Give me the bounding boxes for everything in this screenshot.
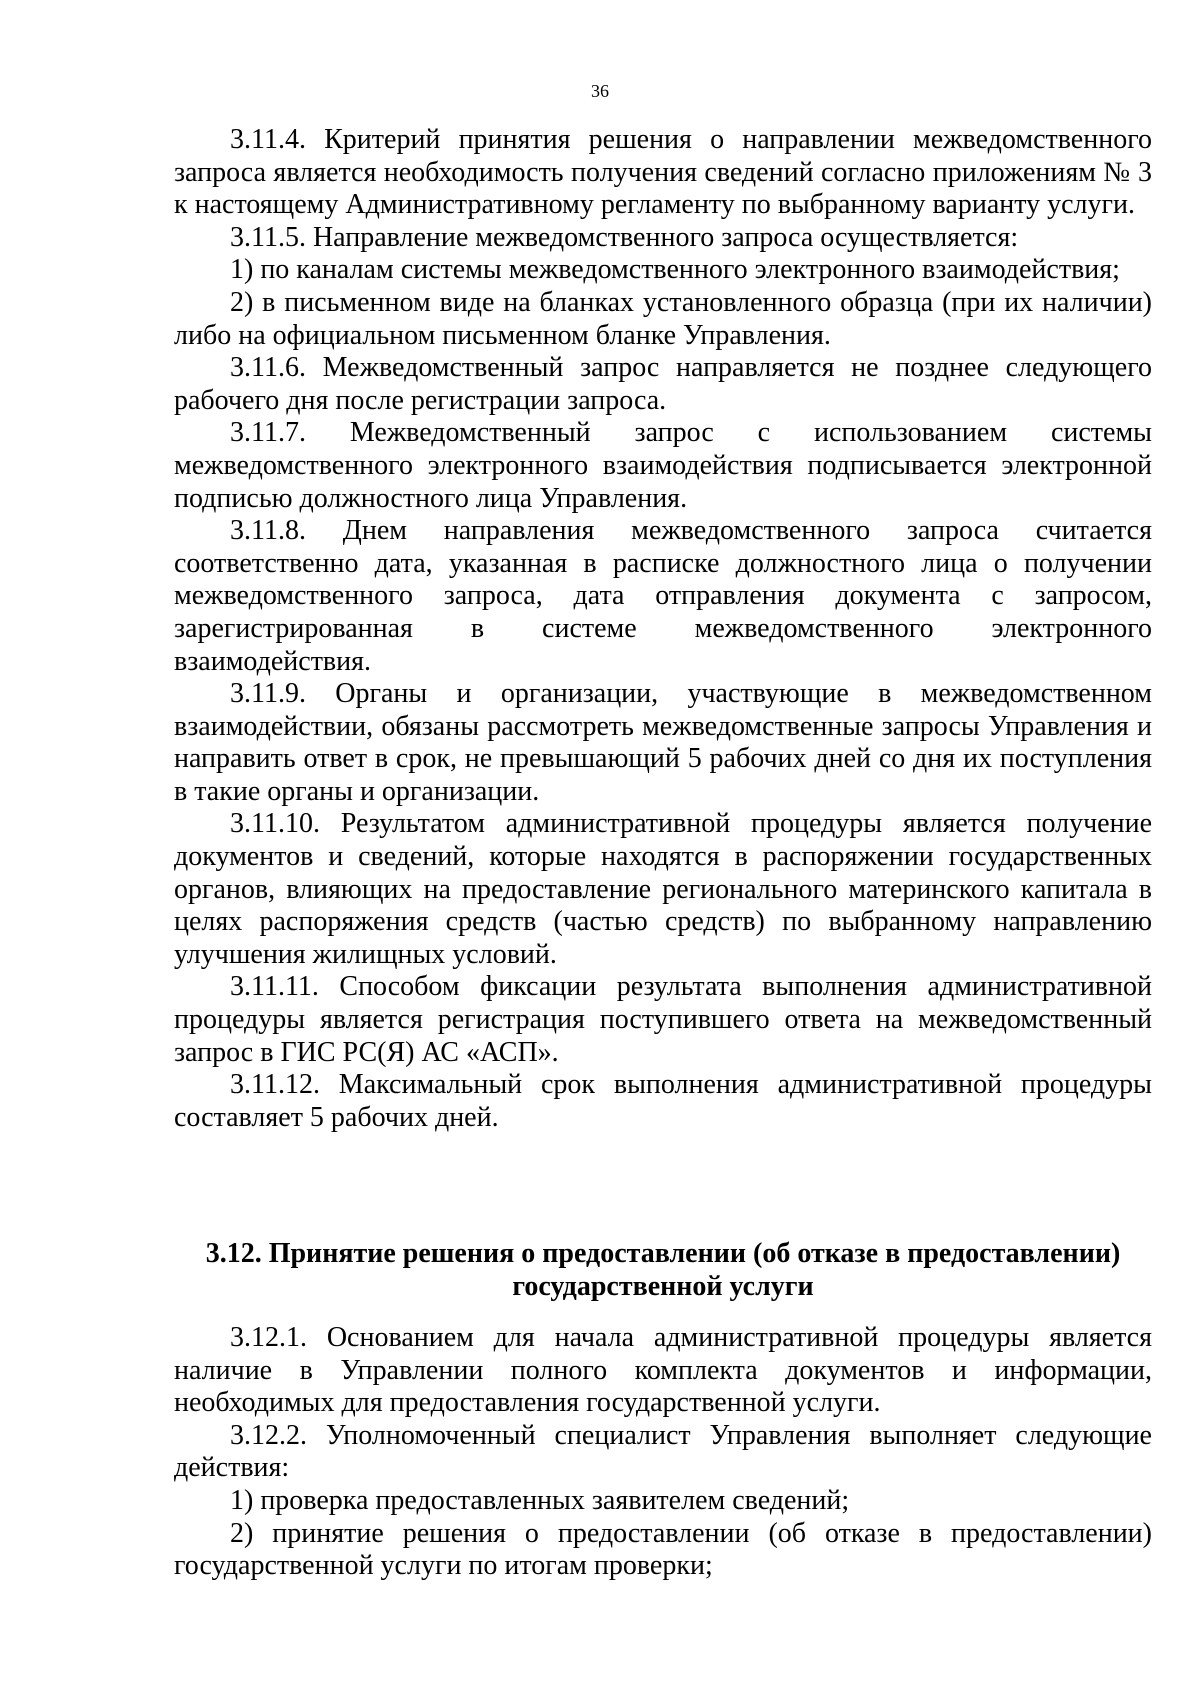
page-number: 36 (591, 81, 609, 101)
heading-line-1: 3.12. Принятие решения о предоставлении (об отказе в предоставлении) (205, 1238, 1121, 1269)
heading-line-2: государственной услуги (512, 1271, 814, 1302)
action-item-1: 1) проверка предоставленных заявителем сведений; (230, 1484, 850, 1516)
action-item-2: 2) принятие решения о предоставлении (об отказе в предоставлении) государственной услуги по итогам проверки; (174, 1517, 1152, 1582)
paragraph-3-12-2: 3.12.2. Уполномоченный специалист Управления выполняет следующие действия: (174, 1419, 1152, 1484)
paragraph-3-11-12: 3.11.12. Максимальный срок выполнения административной процедуры составляет 5 рабочих дней. (174, 1069, 1152, 1133)
paragraph-3-11-8: 3.11.8. Днем направления межведомственного запроса считается соответственно дата, указанная в расписке должностного лица о получении межведомственного запроса, дата отправления документа с запросом, зарегистрированная в системе межведомственного электронного взаимодействия. (174, 515, 1152, 677)
paragraph-3-11-9: 3.11.9. Органы и организации, участвующие в межведомственном взаимодействии, обязаны рассмотреть межведомственные запросы Управления и направить ответ в срок, не превышающий 5 рабочих дней со дня их поступления в такие органы и организации. (174, 678, 1152, 807)
section-3-11-text (174, 124, 1152, 1134)
section-heading-3-12 (174, 1237, 1152, 1303)
section-3-12-text (174, 1322, 1152, 1583)
paragraph-3-11-6: 3.11.6. Межведомственный запрос направляется не позднее следующего рабочего дня после регистрации запроса. (174, 352, 1152, 416)
paragraph-3-11-4: 3.11.4. Критерий принятия решения о направлении межведомственного запроса является необходимость получения сведений согласно приложениям № 3 к настоящему Административному регламенту по выбранному варианту услуги. (174, 124, 1152, 221)
paragraph-3-11-10: 3.11.10. Результатом административной процедуры является получение документов и сведений, которые находятся в распоряжении государственных органов, влияющих на предоставление регионального материнского капитала в целях распоряжения средств (частью средств) по выбранному направлению улучшения жилищных условий. (174, 808, 1152, 970)
list-item-1: 1) по каналам системы межведомственного электронного взаимодействия; (230, 254, 1120, 286)
paragraph-3-11-7: 3.11.7. Межведомственный запрос с использованием системы межведомственного электронного взаимодействия подписывается электронной подписью должностного лица Управления. (174, 417, 1152, 514)
list-item-2: 2) в письменном виде на бланках установленного образца (при их наличии) либо на официальном письменном бланке Управления. (174, 286, 1152, 351)
paragraph-3-12-1: 3.12.1. Основанием для начала административной процедуры является наличие в Управлении полного комплекта документов и информации, необходимых для предоставления государственной услуги. (174, 1322, 1152, 1419)
paragraph-3-11-5: 3.11.5. Направление межведомственного запроса осуществляется: (230, 221, 1019, 253)
paragraph-3-11-11: 3.11.11. Способом фиксации результата выполнения административной процедуры является регистрация поступившего ответа на межведомственный запрос в ГИС РС(Я) АС «АСП». (174, 971, 1152, 1068)
